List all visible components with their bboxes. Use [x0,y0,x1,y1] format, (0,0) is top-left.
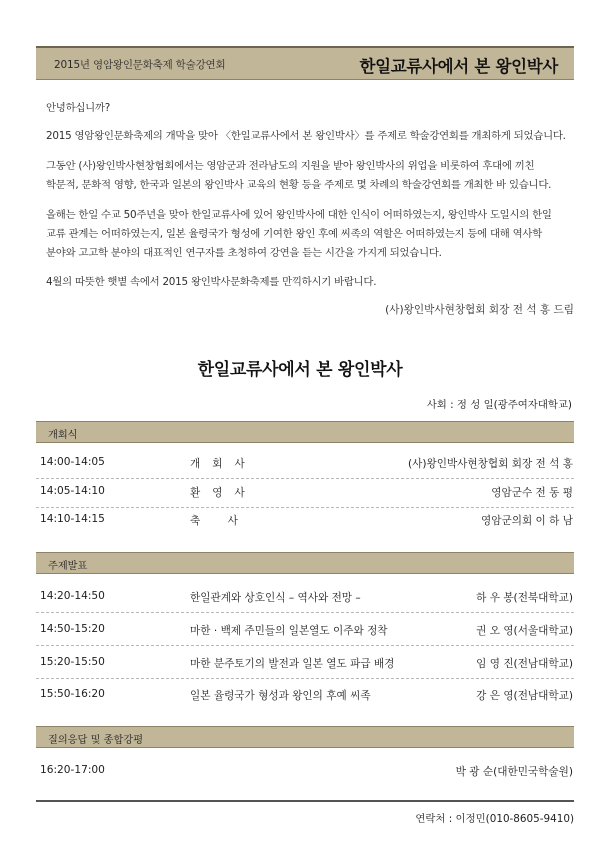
schedule-row [40,485,575,501]
schedule-row [40,513,575,529]
paragraph-2-line-2: 학문적, 문화적 영향, 한국과 일본의 왕인박사 교육의 현황 등을 주제로 몇 차례의 학술강연회를 개최한 바 있습니다. [46,179,552,191]
signature: (사)왕인박사현창협회 회장 전 석 홍 드림 [385,304,574,316]
paragraph-4-text: 4월의 따뜻한 햇볕 속에서 2015 왕인박사문화축제를 만끽하시기 바랍니다. [46,276,377,288]
schedule-time: 16:20-17:00 [40,764,105,776]
schedule-speaker: 영암군수 전 동 평 [491,487,573,499]
schedule-time: 14:50-15:20 [40,623,105,635]
section-discussion [36,726,574,748]
section-presentations-label: 주제발표 [48,561,88,572]
program-title: 한일교류사에서 본 왕인박사 [197,360,403,380]
schedule-row [40,656,575,672]
schedule-speaker: 박 광 순(대한민국학술원) [455,766,573,778]
schedule-row [40,623,575,639]
schedule-time: 14:10-14:15 [40,513,105,525]
event-subtitle: 2015년 영암왕인문화축제 학술강연회 [54,59,226,71]
schedule-time: 14:00-14:05 [40,456,105,468]
paragraph-3-line-3: 분야와 고고학 분야의 대표적인 연구자를 초청하여 강연을 듣는 시간을 가지게 되었습니다. [46,247,442,259]
schedule-time: 14:20-14:50 [40,590,105,602]
schedule-time: 15:20-15:50 [40,656,105,668]
section-presentations [36,552,574,574]
contact-info: 연락처 : 이정민(010-8605-9410) [415,813,574,825]
schedule-item: 마한 분주토기의 발전과 일본 열도 파급 배경 [190,658,395,670]
header-banner [36,46,574,80]
greeting [46,99,574,118]
section-opening-label: 개회식 [48,430,78,441]
schedule-item: 축 사 [190,515,250,527]
schedule-speaker: 영암군의회 이 하 남 [481,515,573,527]
schedule-time: 15:50-16:20 [40,688,105,700]
row-divider [36,612,574,613]
paragraph-1-text: 2015 영암왕인문화축제의 개막을 맞아 〈한일교류사에서 본 왕인박사〉를 주제로 학술강연회를 개최하게 되었습니다. [46,130,566,142]
schedule-item: 환영사 [190,487,257,499]
schedule-row [40,688,575,704]
schedule-time: 14:05-14:10 [40,485,105,497]
row-divider [36,478,574,479]
schedule-row [40,590,575,606]
schedule-speaker: 권 오 영(서울대학교) [476,625,573,637]
row-divider [36,678,574,679]
row-divider [36,645,574,646]
paragraph-1 [46,127,574,146]
paragraph-4 [46,273,574,292]
paragraph-2 [46,157,574,195]
schedule-speaker: 임 영 진(전남대학교) [476,658,573,670]
schedule-item: 한일관계와 상호인식 – 역사와 전망 – [190,592,361,604]
row-divider [36,507,574,508]
section-discussion-label: 질의응답 및 종합강평 [48,735,144,746]
schedule-row [40,456,575,472]
paragraph-2-line-1: 그동안 (사)왕인박사현창협회에서는 영암군과 전라남도의 지원을 받아 왕인박사의 위업을 비롯하여 후대에 끼친 [46,160,535,172]
schedule-item: 개회사 [190,458,257,470]
section-opening [36,421,574,443]
schedule-speaker: 강 은 영(전남대학교) [476,690,573,702]
schedule-row [40,764,575,780]
footer-rule [36,800,574,802]
event-title: 한일교류사에서 본 왕인박사 [359,57,558,76]
paragraph-3-line-1: 올해는 한일 수교 50주년을 맞아 한일교류사에 있어 왕인박사에 대한 인식이 어떠하였는지, 왕인박사 도일시의 한일 [46,209,552,221]
schedule-item: 일본 율령국가 형성과 왕인의 후예 씨족 [190,690,371,702]
schedule-speaker: 하 우 봉(전북대학교) [476,592,573,604]
paragraph-3-line-2: 교류 관계는 어떠하였는지, 일본 율령국가 형성에 기여한 왕인 후예 씨족의 역할은 어떠하였는지 등에 대해 역사학 [46,228,543,240]
schedule-item: 마한 · 백제 주민들의 일본열도 이주와 정착 [190,625,388,637]
moderator: 사회 : 정 성 일(광주여자대학교) [426,399,572,411]
schedule-speaker: (사)왕인박사현창협회 회장 전 석 홍 [407,458,573,470]
paragraph-3 [46,206,574,263]
greeting-text: 안녕하십니까? [46,102,110,114]
